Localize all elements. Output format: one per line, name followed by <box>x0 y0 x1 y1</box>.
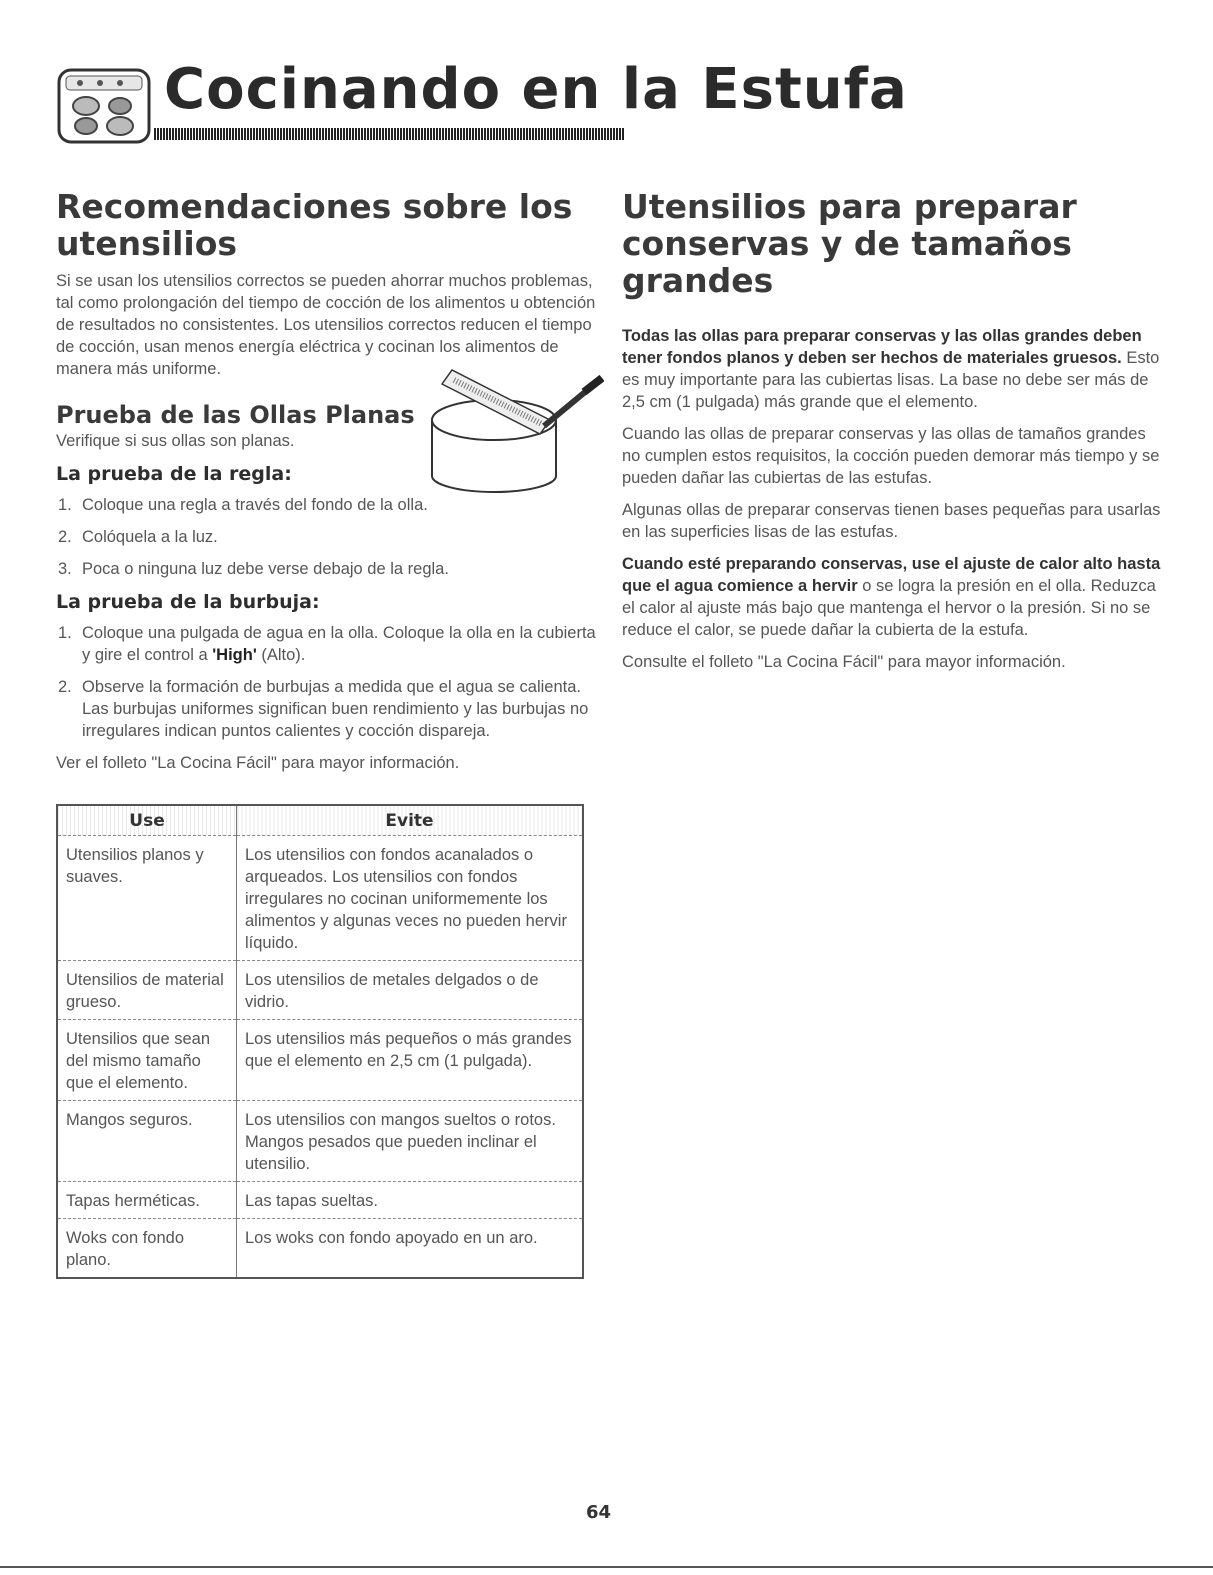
right-column <box>622 188 1162 683</box>
table-row <box>57 961 583 1020</box>
step-text: Poca o ninguna luz debe verse debajo de la regla. <box>82 560 449 578</box>
step-text: Colóquela a la luz. <box>82 528 218 546</box>
page-header <box>56 57 908 148</box>
table-row <box>57 1020 583 1101</box>
avoid-cell: Los woks con fondo apoyado en un aro. <box>237 1219 584 1279</box>
page-title: Cocinando en la Estufa <box>164 57 908 122</box>
list-item <box>56 676 596 742</box>
list-item <box>56 526 596 548</box>
step-number: 2. <box>58 528 72 546</box>
cookware-intro: Si se usan los utensilios correctos se pueden ahorrar muchos problemas, tal como prolongación del tiempo de cocción de los alimentos u obtención de resultados no consistentes. Los utensilios correctos reducen el tiempo de cocción, usan menos energía eléctrica y cocinan los alimentos de manera más uniforme. <box>56 272 596 378</box>
avoid-cell: Las tapas sueltas. <box>237 1182 584 1219</box>
canning-heading: Utensilios para preparar conservas y de tamaños grandes <box>622 187 1077 300</box>
step-number: 3. <box>58 560 72 578</box>
ruler-test-steps <box>56 494 596 580</box>
pan-ruler-icon <box>424 364 604 496</box>
step-number: 2. <box>58 678 72 696</box>
table-row <box>57 1219 583 1279</box>
high-setting-label: 'High' <box>212 646 257 664</box>
canning-p1-rest: Esto es muy importante para las cubiertas lisas. La base no debe ser más de 2,5 cm (1 pulgada) más grande que el elemento. <box>622 349 1160 411</box>
table-row <box>57 836 583 961</box>
ruler-test-heading: La prueba de la regla: <box>56 463 292 485</box>
flat-test-heading: Prueba de las Ollas Planas <box>56 401 415 429</box>
list-item <box>56 622 596 666</box>
use-cell: Tapas herméticas. <box>57 1182 237 1219</box>
canning-paragraph-5: Consulte el folleto "La Cocina Fácil" para mayor información. <box>622 653 1066 671</box>
list-item <box>56 494 596 516</box>
bubble-test-steps <box>56 622 596 742</box>
canning-paragraph-2: Cuando las ollas de preparar conservas y las ollas de tamaños grandes no cumplen estos requisitos, la cocción pueden demorar más tiempo y se pueden dañar las cubiertas de las estufas. <box>622 425 1160 487</box>
page-number: 64 <box>586 1502 612 1523</box>
use-cell: Mangos seguros. <box>57 1101 237 1182</box>
use-cell: Utensilios de material grueso. <box>57 961 237 1020</box>
use-avoid-table <box>56 804 584 1279</box>
avoid-cell: Los utensilios con mangos sueltos o rotos. Mangos pesados que pueden inclinar el utensilio. <box>237 1101 584 1182</box>
step-text: Observe la formación de burbujas a medida que el agua se calienta. Las burbujas uniformes significan buen rendimiento y las burbujas no irregulares indican puntos calientes y cocción dispareja. <box>82 678 589 740</box>
column-header-avoid: Evite <box>237 805 584 836</box>
canning-paragraph-4 <box>622 553 1162 641</box>
step-text: Coloque una regla a través del fondo de la olla. <box>82 496 428 514</box>
header-rule <box>154 128 624 140</box>
canning-paragraph-3: Algunas ollas de preparar conservas tienen bases pequeñas para usarlas en las superficies lisas de las estufas. <box>622 501 1161 541</box>
list-item <box>56 558 596 580</box>
bottom-rule <box>0 1566 1213 1568</box>
step-text: Coloque una pulgada de agua en la olla. Coloque la olla en la cubierta y gire el control a <box>82 624 596 664</box>
cooktop-icon <box>56 66 154 148</box>
avoid-cell: Los utensilios más pequeños o más grandes que el elemento en 2,5 cm (1 pulgada). <box>237 1020 584 1101</box>
left-column <box>56 188 596 1279</box>
use-cell: Utensilios planos y suaves. <box>57 836 237 961</box>
avoid-cell: Los utensilios con fondos acanalados o arqueados. Los utensilios con fondos irregulares no cocinan uniformemente los alimentos y algunas veces no pueden hervir líquido. <box>237 836 584 961</box>
see-booklet-note: Ver el folleto "La Cocina Fácil" para mayor información. <box>56 754 460 772</box>
canning-paragraph-1 <box>622 325 1162 413</box>
step-text-end: (Alto). <box>256 646 306 664</box>
column-header-use: Use <box>57 805 237 836</box>
table-row <box>57 1182 583 1219</box>
table-header-row <box>57 805 583 836</box>
canning-heat-warning: Cuando esté preparando conservas, use el ajuste de calor alto hasta que el agua comience a hervir <box>622 555 1161 595</box>
flat-test-section <box>56 400 596 452</box>
canning-bold-lead: Todas las ollas para preparar conservas y las ollas grandes deben tener fondos planos y deben ser hechos de materiales gruesos. <box>622 327 1142 367</box>
step-number: 1. <box>58 496 72 514</box>
avoid-cell: Los utensilios de metales delgados o de vidrio. <box>237 961 584 1020</box>
canning-p4-rest: o se logra la presión en el olla. Reduzca el calor al ajuste más bajo que mantenga el hervor o la presión. Si no se reduce el calor, se puede dañar la cubierta de la estufa. <box>622 577 1156 639</box>
table-row <box>57 1101 583 1182</box>
bubble-test-heading: La prueba de la burbuja: <box>56 591 320 613</box>
use-cell: Woks con fondo plano. <box>57 1219 237 1279</box>
cookware-heading: Recomendaciones sobre los utensilios <box>56 187 573 263</box>
flat-test-text: Verifique si sus ollas son planas. <box>56 432 295 450</box>
step-number: 1. <box>58 624 72 642</box>
use-cell: Utensilios que sean del mismo tamaño que el elemento. <box>57 1020 237 1101</box>
